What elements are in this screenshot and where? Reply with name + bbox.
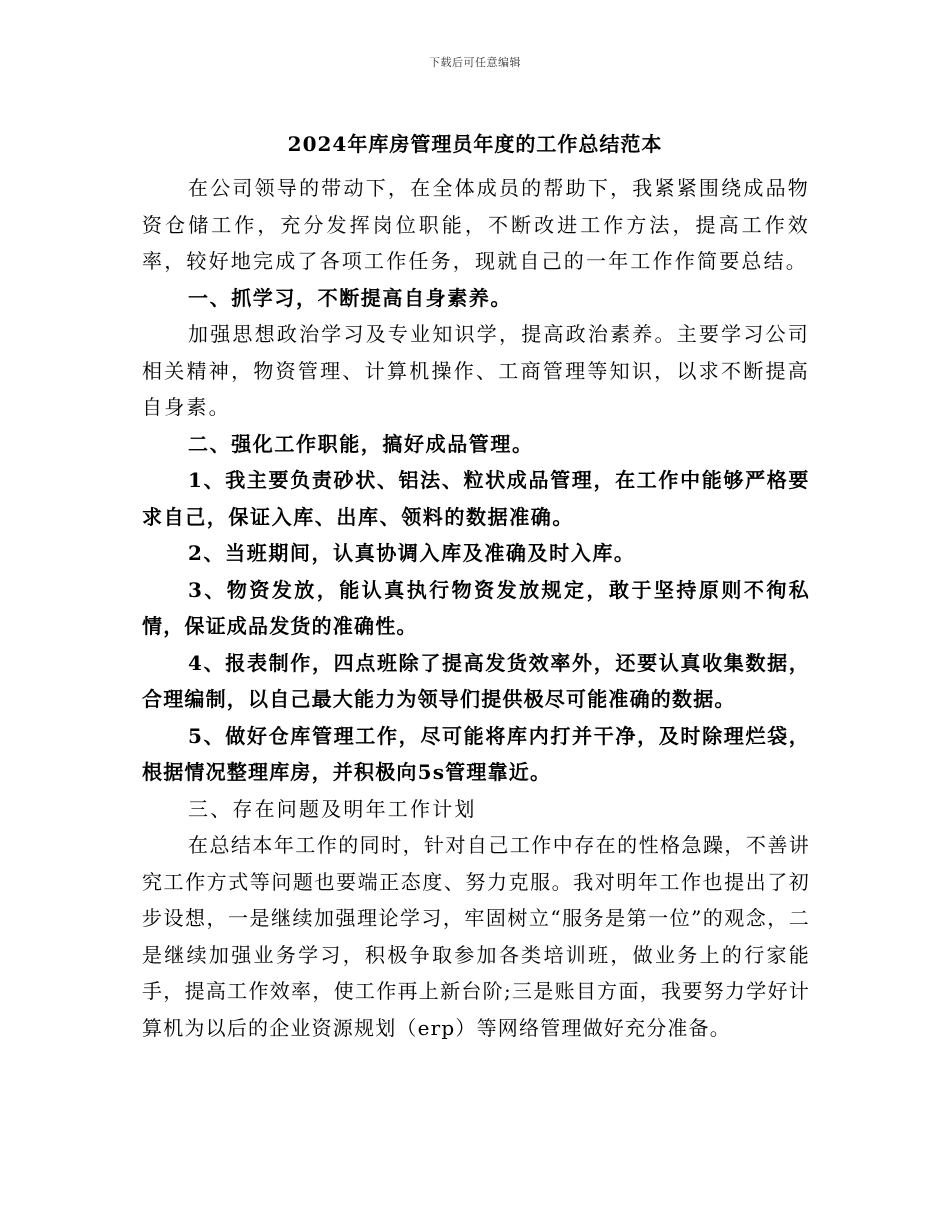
section-3-paragraph: 在总结本年工作的同时，针对自己工作中存在的性格急躁，不善讲究工作方式等问题也要端正态度、努力克服。我对明年工作也提出了初步设想，一是继续加强理论学习，牢固树立“服务是第一位”的观念，二是继续加强业务学习，积极争取参加各类培训班，做业务上的行家能手，提高工作效率，使工作再上新台阶;三是账目方面，我要努力学好计算机为以后的企业资源规划（erp）等网络管理做好充分准备。 — [142, 833, 810, 1040]
section-2-item-3: 3、物资发放，能认真执行物资发放规定，敢于坚持原则不徇私情，保证成品发货的准确性。 — [142, 577, 810, 638]
section-2-item-1: 1、我主要负责砂状、铝法、粒状成品管理，在工作中能够严格要求自己，保证入库、出库、领料的数据准确。 — [142, 468, 810, 529]
section-2-item-5: 5、做好仓库管理工作，尽可能将库内打并干净，及时除理烂袋，根据情况整理库房，并积极向5s管理靠近。 — [142, 723, 810, 784]
section-2-item-2: 2、当班期间，认真协调入库及准确及时入库。 — [188, 541, 636, 565]
header-note: 下载后可任意编辑 — [429, 56, 521, 69]
intro-paragraph: 在公司领导的带动下，在全体成员的帮助下，我紧紧围绕成品物资仓储工作，充分发挥岗位职能，不断改进工作方法，提高工作效率，较好地完成了各项工作任务，现就自己的一年工作作简要总结。 — [142, 176, 810, 273]
document-body — [142, 170, 810, 1046]
page-title: 2024年库房管理员年度的工作总结范本 — [287, 132, 663, 156]
section-heading-1: 一、抓学习，不断提高自身素养。 — [188, 285, 512, 310]
section-heading-3: 三、存在问题及明年工作计划 — [188, 796, 477, 821]
section-1-paragraph: 加强思想政治学习及专业知识学，提高政治素养。主要学习公司相关精神，物资管理、计算机操作、工商管理等知识，以求不断提高自身素。 — [142, 322, 810, 419]
section-2-item-4: 4、报表制作，四点班除了提高发货效率外，还要认真收集数据，合理编制，以自己最大能力为领导们提供极尽可能准确的数据。 — [142, 650, 810, 711]
section-heading-2: 二、强化工作职能，搞好成品管理。 — [188, 431, 534, 456]
